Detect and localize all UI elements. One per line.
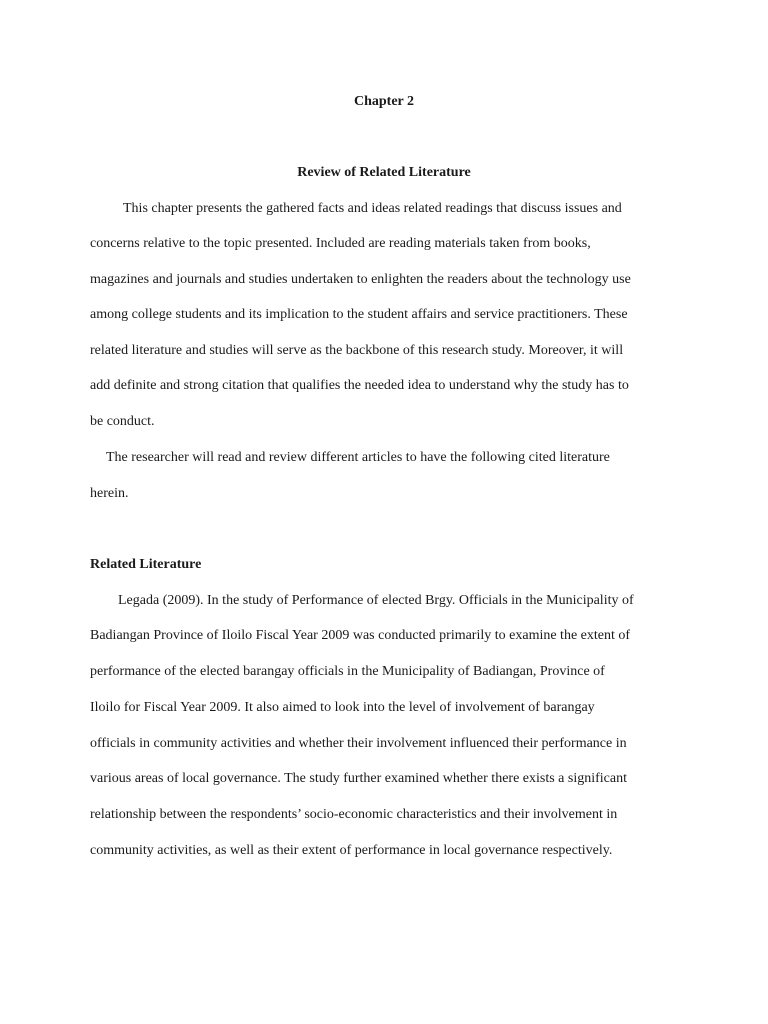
researcher-paragraph-line: herein. — [90, 486, 129, 501]
legada-paragraph-line: community activities, as well as their extent of performance in local governance respectively. — [90, 843, 613, 858]
intro-paragraph-line: among college students and its implication to the student affairs and service practitioners. These — [90, 307, 628, 322]
related-literature-heading: Related Literature — [90, 557, 202, 572]
legada-paragraph-line: officials in community activities and whether their involvement influenced their performance in — [90, 736, 627, 751]
intro-paragraph-line: This chapter presents the gathered facts and ideas related readings that discuss issues and — [123, 201, 622, 216]
chapter-title: Chapter 2 — [353, 94, 415, 109]
legada-paragraph-line: Legada (2009). In the study of Performance of elected Brgy. Officials in the Municipality of — [118, 593, 634, 608]
intro-paragraph-line: concerns relative to the topic presented. Included are reading materials taken from books, — [90, 236, 591, 251]
intro-paragraph-line: magazines and journals and studies undertaken to enlighten the readers about the technology use — [90, 272, 631, 287]
legada-paragraph-line: Badiangan Province of Iloilo Fiscal Year 2009 was conducted primarily to examine the extent of — [90, 628, 631, 643]
legada-paragraph-line: Iloilo for Fiscal Year 2009. It also aimed to look into the level of involvement of barangay — [90, 700, 595, 715]
researcher-paragraph-line: The researcher will read and review different articles to have the following cited literature — [106, 450, 610, 465]
legada-paragraph-line: performance of the elected barangay officials in the Municipality of Badiangan, Province of — [90, 664, 605, 679]
intro-paragraph-line: be conduct. — [90, 414, 155, 429]
legada-paragraph-line: various areas of local governance. The study further examined whether there exists a significant — [90, 771, 627, 786]
legada-paragraph-line: relationship between the respondents’ socio-economic characteristics and their involvement in — [90, 807, 618, 822]
intro-paragraph-line: add definite and strong citation that qualifies the needed idea to understand why the study has to — [90, 378, 629, 393]
section-title: Review of Related Literature — [297, 165, 471, 180]
intro-paragraph-line: related literature and studies will serve as the backbone of this research study. Moreover, it will — [90, 343, 624, 358]
